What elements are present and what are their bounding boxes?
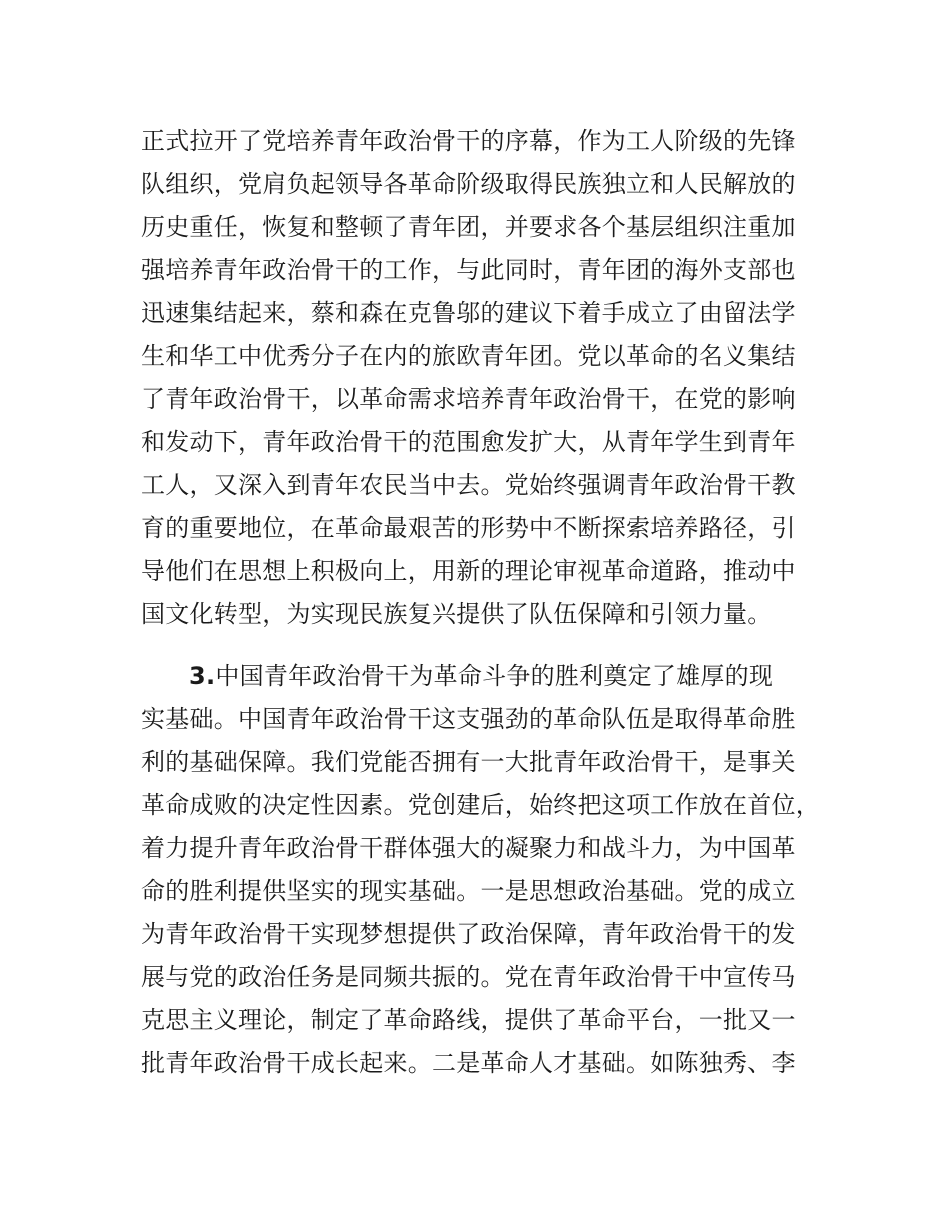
paragraph-line: 国文化转型，为实现民族复兴提供了队伍保障和引领力量。 [141,600,772,628]
paragraph-line: 工人，又深入到青年农民当中去。党始终强调青年政治骨干教 [141,471,796,499]
paragraph-line: 育的重要地位，在革命最艰苦的形势中不断探索培养路径，引 [141,514,796,542]
paragraph-line: 着力提升青年政治骨干群体强大的凝聚力和战斗力，为中国革 [141,834,796,862]
paragraph-line: 历史重任，恢复和整顿了青年团，并要求各个基层组织注重加 [141,213,796,241]
paragraph-line: 命的胜利提供坚实的现实基础。一是思想政治基础。党的成立 [141,877,796,905]
paragraph-line: 展与党的政治任务是同频共振的。党在青年政治骨干中宣传马 [141,963,796,991]
paragraph-line: 迅速集结起来，蔡和森在克鲁邬的建议下着手成立了由留法学 [141,299,796,327]
paragraph-line: 为青年政治骨干实现梦想提供了政治保障，青年政治骨干的发 [141,920,796,948]
paragraph-line: 导他们在思想上积极向上，用新的理论审视革命道路，推动中 [141,557,796,585]
paragraph-line: 队组织，党肩负起领导各革命阶级取得民族独立和人民解放的 [141,170,796,198]
paragraph-line: 利的基础保障。我们党能否拥有一大批青年政治骨干，是事关 [141,748,796,776]
paragraph-line: 实基础。中国青年政治骨干这支强劲的革命队伍是取得革命胜 [141,705,796,733]
section-first-line: 中国青年政治骨干为革命斗争的胜利奠定了雄厚的现 [215,662,774,690]
paragraph-line: 正式拉开了党培养青年政治骨干的序幕，作为工人阶级的先锋 [141,127,796,155]
paragraph-line: 克思主义理论，制定了革命路线，提供了革命平台，一批又一 [141,1006,796,1034]
paragraph-line: 革命成败的决定性因素。党创建后，始终把这项工作放在首位， [141,791,820,819]
section-number: 3. [189,662,216,690]
paragraph-line: 批青年政治骨干成长起来。二是革命人才基础。如陈独秀、李 [141,1049,796,1077]
paragraph-line: 和发动下，青年政治骨干的范围愈发扩大，从青年学生到青年 [141,428,796,456]
paragraph-line: 生和华工中优秀分子在内的旅欧青年团。党以革命的名义集结 [141,342,796,370]
paragraph-line: 强培养青年政治骨干的工作，与此同时，青年团的海外支部也 [141,256,796,284]
paragraph-line: 了青年政治骨干，以革命需求培养青年政治骨干，在党的影响 [141,385,796,413]
paragraph-heading-line [189,661,773,691]
